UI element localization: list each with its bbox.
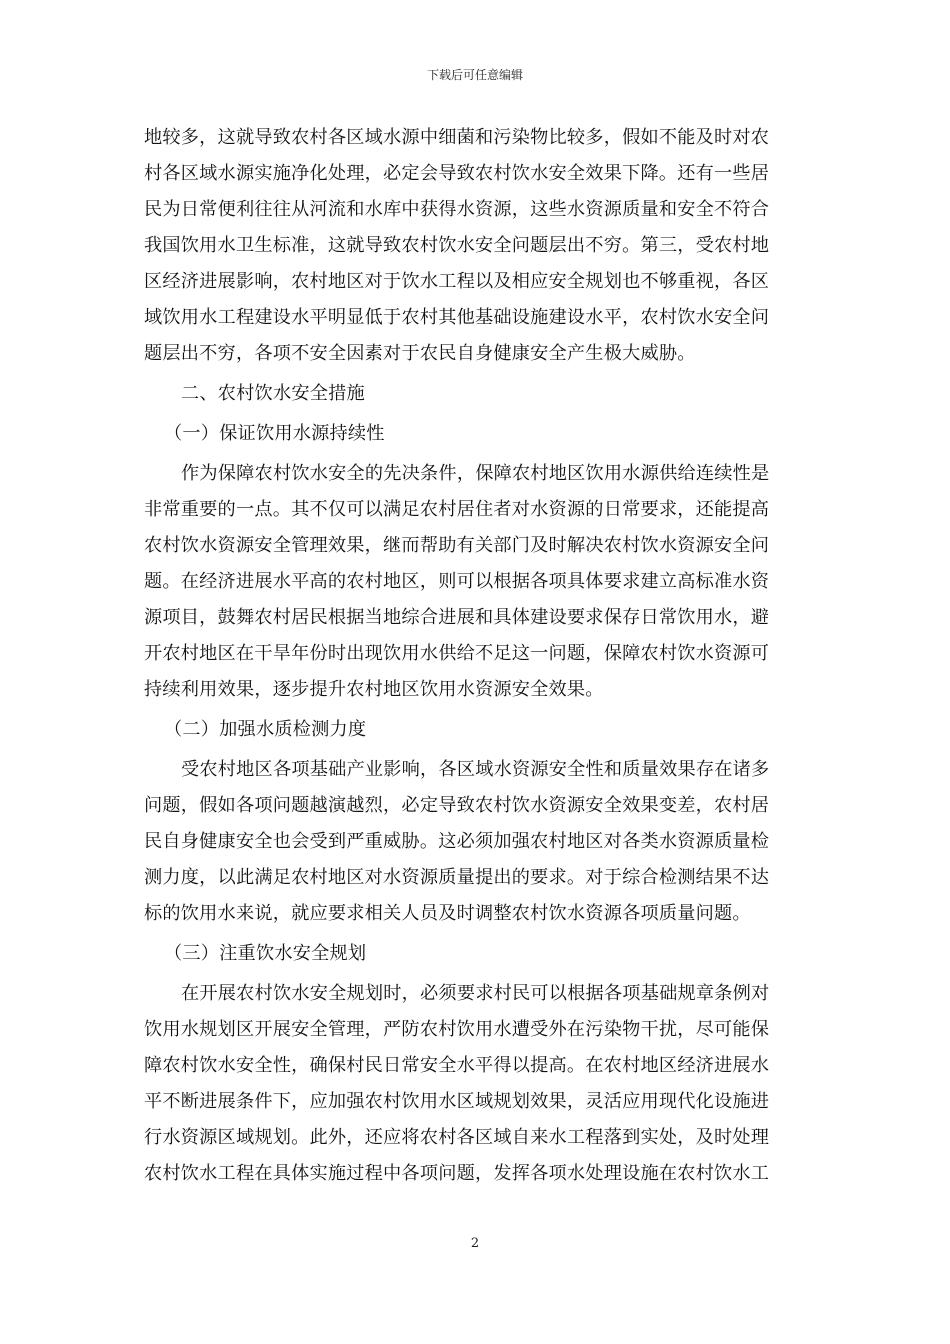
subsection-heading-3: （三）注重饮水安全规划 xyxy=(164,943,367,964)
text-line: 非常重要的一点。其不仅可以满足农村居住者对水资源的日常要求，还能提高 xyxy=(144,499,770,520)
text-line: 开农村地区在干旱年份时出现饮用水供给不足这一问题，保障农村饮水资源可 xyxy=(144,643,770,664)
subsection-heading-2: （二）加强水质检测力度 xyxy=(164,719,367,740)
paragraph-1 xyxy=(144,120,806,372)
paragraph-4 xyxy=(144,976,806,1192)
text-line: 地较多，这就导致农村各区域水源中细菌和污染物比较多，假如不能及时对农 xyxy=(144,127,770,148)
page-number: 2 xyxy=(470,1236,480,1251)
text-line: 问题，假如各项问题越演越烈，必定导致农村饮水资源安全效果变差，农村居 xyxy=(144,795,770,816)
text-line: 民自身健康安全也会受到严重威胁。这必须加强农村地区对各类水资源质量检 xyxy=(144,831,770,852)
text-line: 源项目，鼓舞农村居民根据当地综合进展和具体建设要求保存日常饮用水，避 xyxy=(144,607,770,628)
section-heading: 二、农村饮水安全措施 xyxy=(181,383,365,404)
text-line: 受农村地区各项基础产业影响，各区域水资源安全性和质量效果存在诸多 xyxy=(181,759,770,780)
subsection-heading-1: （一）保证饮用水源持续性 xyxy=(164,423,385,444)
text-line: 村各区域水源实施净化处理，必定会导致农村饮水安全效果下降。还有一些居 xyxy=(144,163,770,184)
text-line: 行水资源区域规划。此外，还应将农村各区域自来水工程落到实处，及时处理 xyxy=(144,1127,770,1148)
text-line: 持续利用效果，逐步提升农村地区饮用水资源安全效果。 xyxy=(144,679,604,700)
text-line: 标的饮用水来说，就应要求相关人员及时调整农村饮水资源各项质量问题。 xyxy=(144,903,751,924)
text-line: 民为日常便利往往从河流和水库中获得水资源，这些水资源质量和安全不符合 xyxy=(144,199,770,220)
text-line: 题层出不穷，各项不安全因素对于农民自身健康安全产生极大威胁。 xyxy=(144,343,696,364)
text-line: 我国饮用水卫生标准，这就导致农村饮水安全问题层出不穷。第三，受农村地 xyxy=(144,235,770,256)
paragraph-3 xyxy=(144,752,806,932)
header-note: 下载后可任意编辑 xyxy=(426,68,523,82)
text-line: 域饮用水工程建设水平明显低于农村其他基础设施建设水平，农村饮水安全问 xyxy=(144,307,770,328)
text-line: 作为保障农村饮水安全的先决条件，保障农村地区饮用水源供给连续性是 xyxy=(181,463,770,484)
paragraph-2 xyxy=(144,456,806,708)
text-line: 障农村饮水安全性，确保村民日常安全水平得以提高。在农村地区经济进展水 xyxy=(144,1055,770,1076)
text-line: 区经济进展影响，农村地区对于饮水工程以及相应安全规划也不够重视，各区 xyxy=(144,271,770,292)
text-line: 农村饮水工程在具体实施过程中各项问题，发挥各项水处理设施在农村饮水工 xyxy=(144,1163,770,1184)
text-line: 平不断进展条件下，应加强农村饮用水区域规划效果，灵活应用现代化设施进 xyxy=(144,1091,770,1112)
text-line: 题。在经济进展水平高的农村地区，则可以根据各项具体要求建立高标准水资 xyxy=(144,571,770,592)
text-line: 在开展农村饮水安全规划时，必须要求村民可以根据各项基础规章条例对 xyxy=(181,983,770,1004)
text-line: 农村饮水资源安全管理效果，继而帮助有关部门及时解决农村饮水资源安全问 xyxy=(144,535,770,556)
text-line: 测力度，以此满足农村地区对水资源质量提出的要求。对于综合检测结果不达 xyxy=(144,867,770,888)
document-body xyxy=(144,120,806,1192)
text-line: 饮用水规划区开展安全管理，严防农村饮用水遭受外在污染物干扰，尽可能保 xyxy=(144,1019,770,1040)
